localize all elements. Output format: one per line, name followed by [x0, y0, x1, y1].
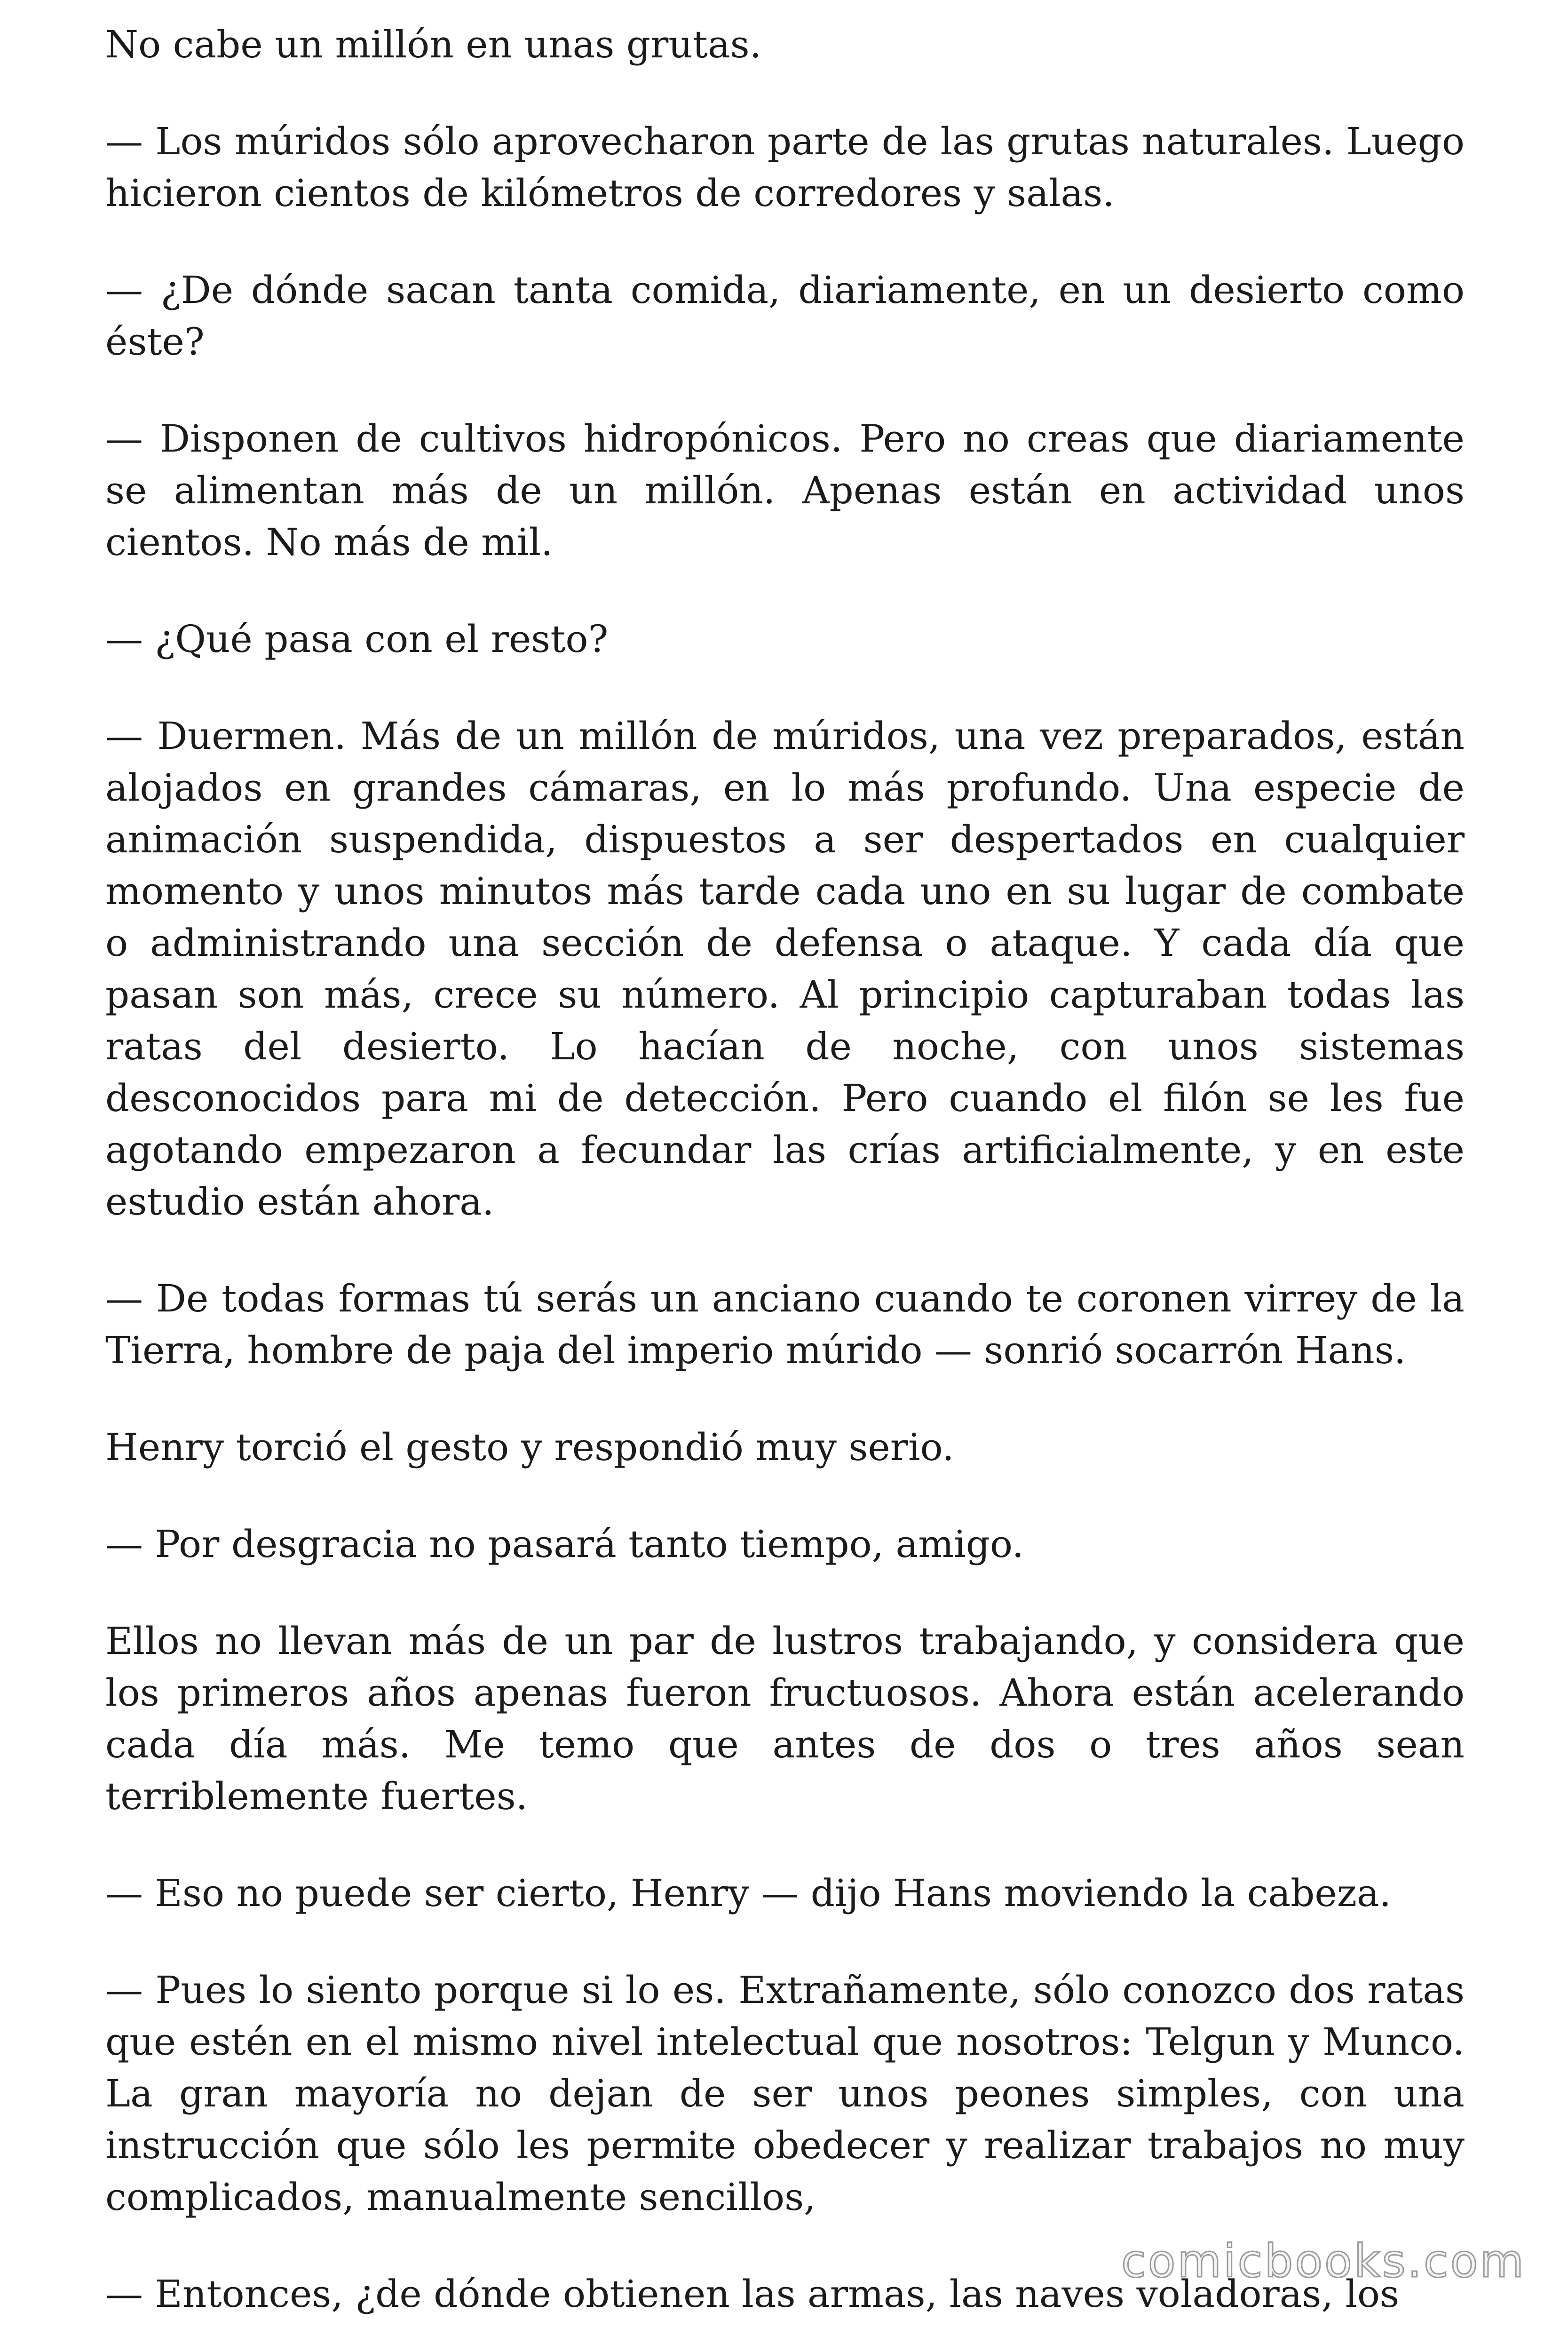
page-body [105, 19, 1465, 2320]
paragraph: — Entonces, ¿de dónde obtienen las armas, las naves voladoras, los [105, 2272, 1400, 2316]
paragraph: — Pues lo siento porque si lo es. Extrañamente, sólo conozco dos ratas que estén en el mismo nivel intelectual que nosotros: Telgun y Munco. La gran mayoría no dejan de ser unos peones simples, con una instrucción que sólo les permite obedecer y realizar trabajos no muy complicados, manualmente sencillos, [105, 1968, 1465, 2219]
paragraph: — De todas formas tú serás un anciano cuando te coronen virrey de la Tierra, hombre de paja del imperio múrido — sonrió socarrón Hans. [105, 1277, 1465, 1372]
paragraph: — Por desgracia no pasará tanto tiempo, amigo. [105, 1522, 1024, 1566]
paragraph: — ¿De dónde sacan tanta comida, diariamente, en un desierto como éste? [105, 268, 1465, 364]
paragraph: Henry torció el gesto y respondió muy serio. [105, 1425, 954, 1469]
paragraph: — Disponen de cultivos hidropónicos. Pero no creas que diariamente se alimentan más de un millón. Apenas están en actividad unos cientos. No más de mil. [105, 417, 1465, 564]
paragraph: Ellos no llevan más de un par de lustros trabajando, y considera que los primeros años apenas fueron fructuosos. Ahora están acelerando cada día más. Me temo que antes de dos o tres años sean terriblemente fuertes. [105, 1619, 1465, 1818]
paragraph: — Eso no puede ser cierto, Henry — dijo Hans moviendo la cabeza. [105, 1871, 1391, 1915]
paragraph: — Los múridos sólo aprovecharon parte de las grutas naturales. Luego hicieron cientos de kilómetros de corredores y salas. [105, 119, 1465, 215]
watermark: comicbooks.com [1121, 2235, 1526, 2288]
paragraph: — ¿Qué pasa con el resto? [105, 617, 609, 661]
paragraph: No cabe un millón en unas grutas. [105, 23, 762, 66]
paragraph: — Duermen. Más de un millón de múridos, una vez preparados, están alojados en grandes cámaras, en lo más profundo. Una especie de animación suspendida, dispuestos a ser despertados en cualquier momento y unos minutos más tarde cada uno en su lugar de combate o administrando una sección de defensa o ataque. Y cada día que pasan son más, crece su número. Al principio capturaban todas las ratas del desierto. Lo hacían de noche, con unos sistemas desconocidos para mi de detección. Pero cuando el filón se les fue agotando empezaron a fecundar las crías artificialmente, y en este estudio están ahora. [105, 714, 1465, 1224]
